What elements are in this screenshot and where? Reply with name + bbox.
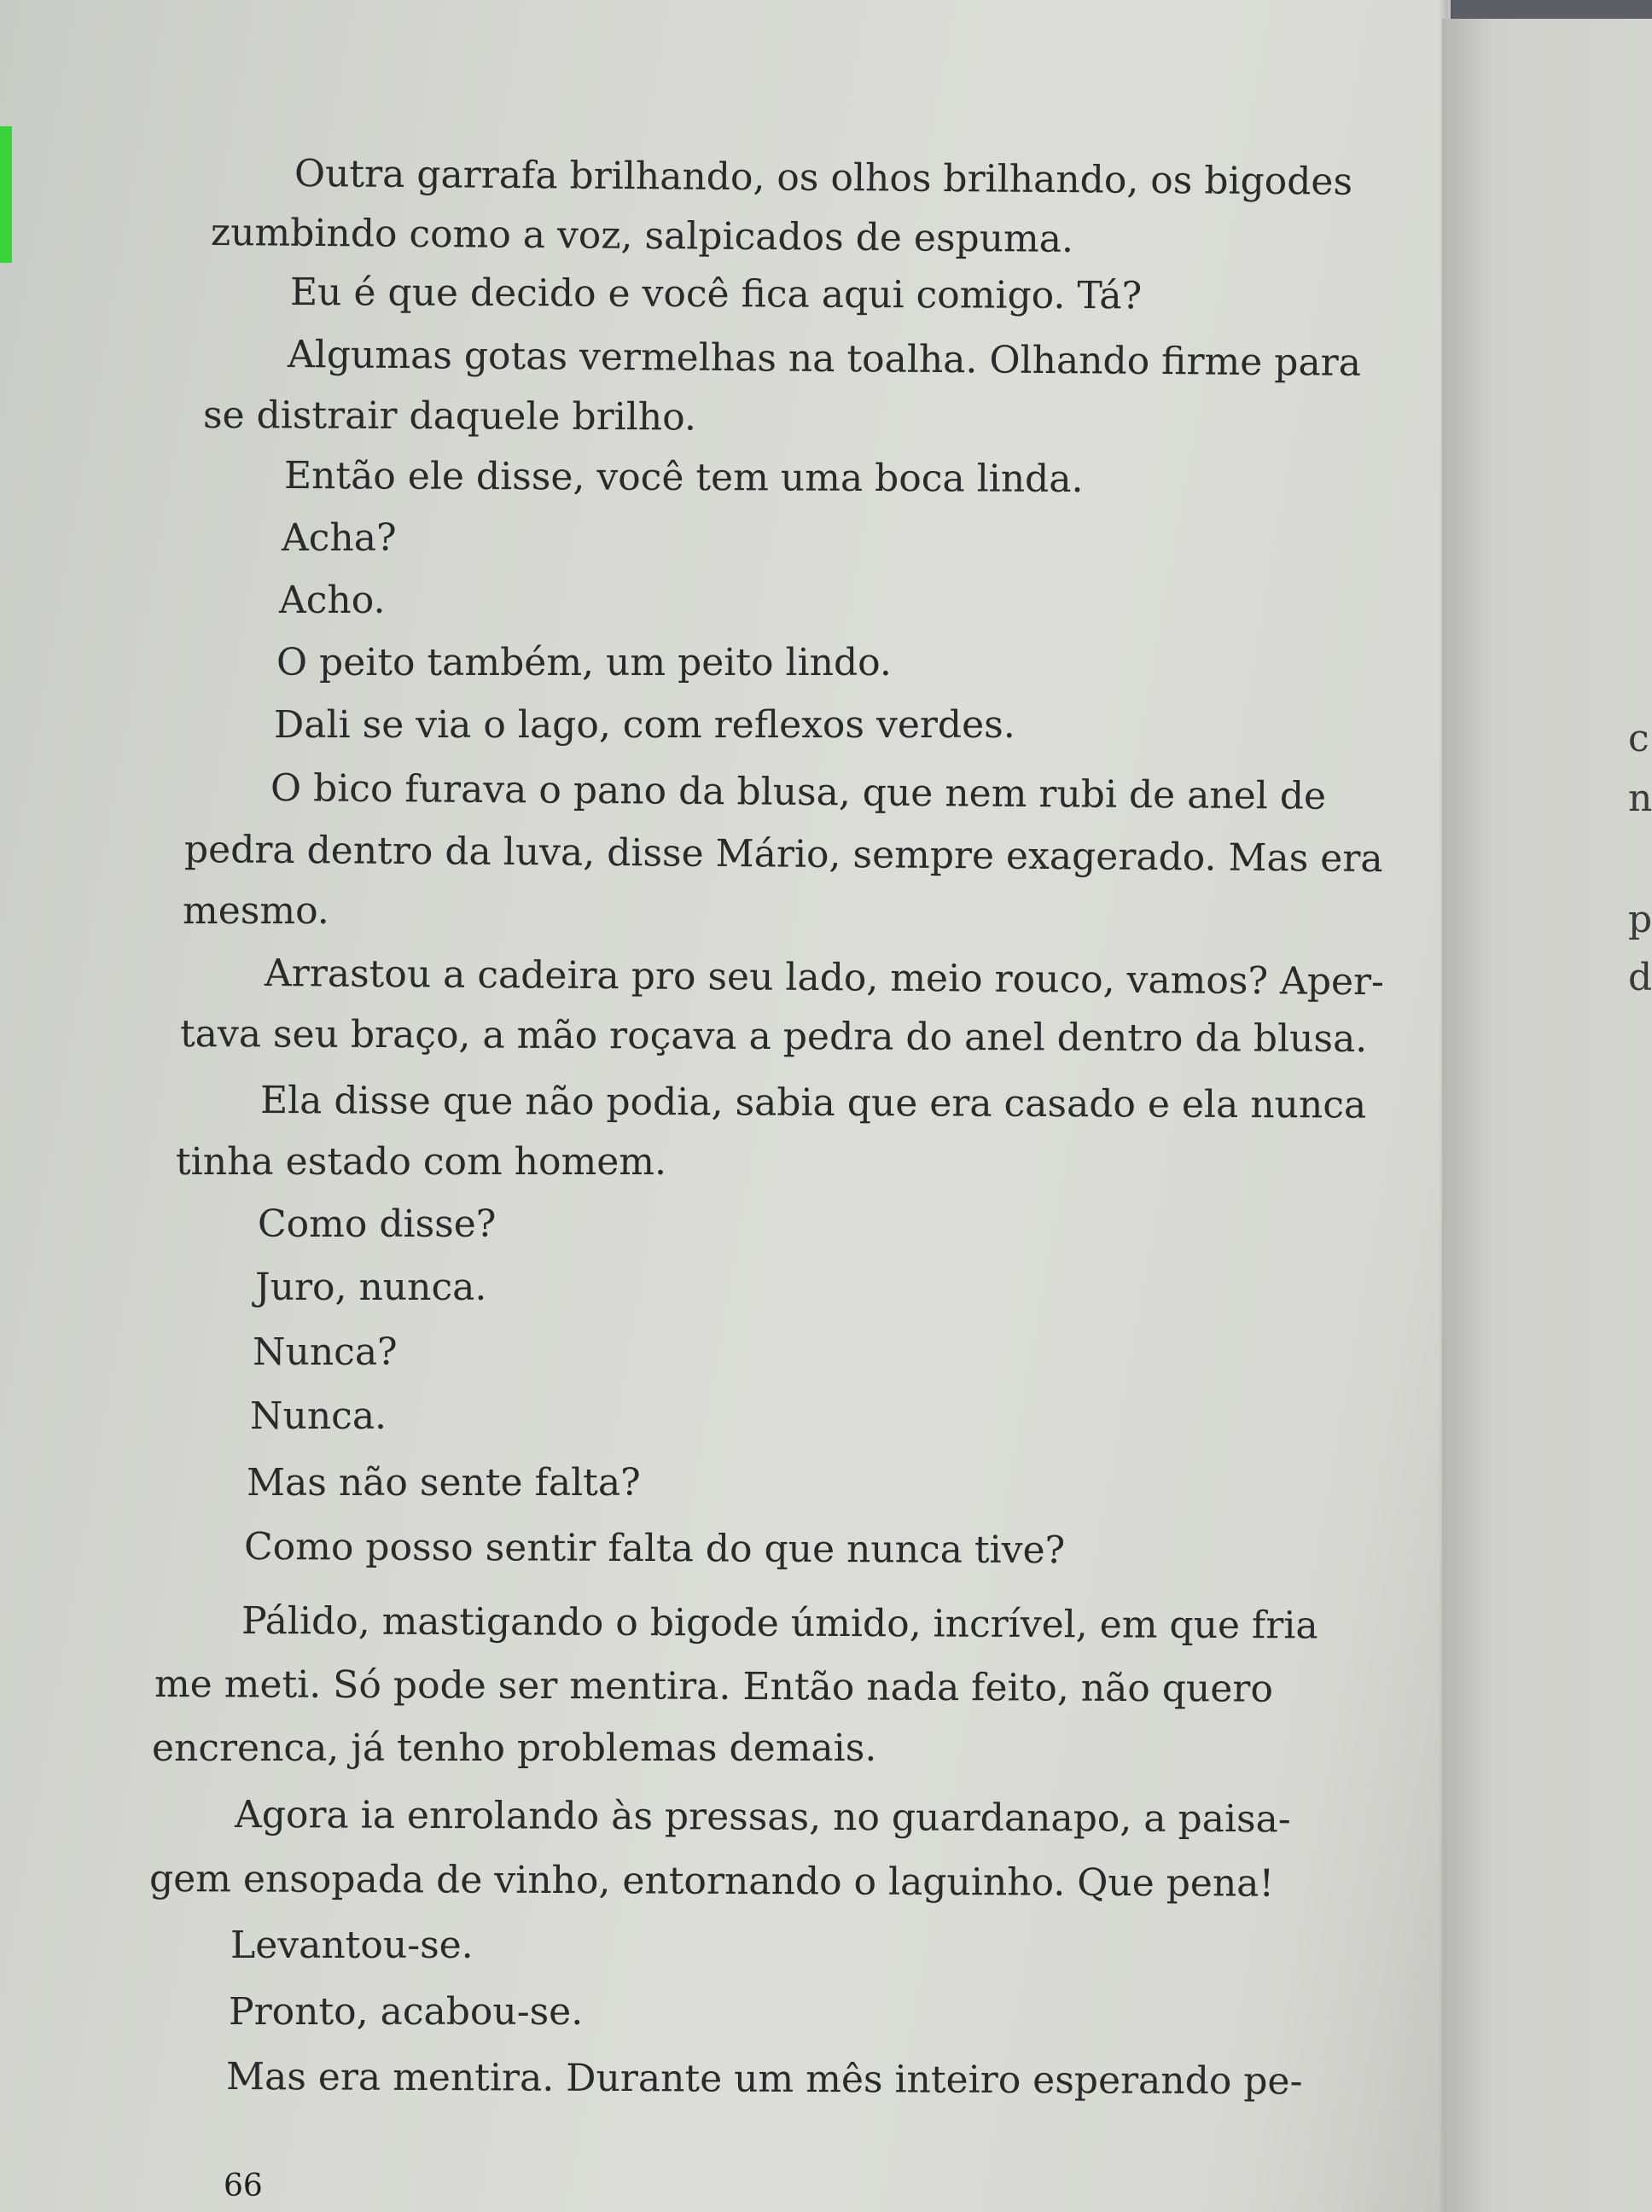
text-line-19: Juro, nunca.: [255, 1266, 487, 1309]
text-line-22: Mas não sente falta?: [247, 1461, 641, 1505]
text-line-28: gem ensopada de vinho, entornando o laguinho. Que pena!: [148, 1857, 1275, 1906]
text-line-9: O peito também, um peito lindo.: [276, 641, 892, 684]
text-line-30: Pronto, acabou-se.: [229, 1990, 584, 2034]
text-line-18: Como disse?: [258, 1202, 497, 1246]
text-line-27: Agora ia enrolando às pressas, no guardanapo, a paisa-: [234, 1793, 1291, 1842]
text-line-24: Pálido, mastigando o bigode úmido, incrível, em que fria: [241, 1599, 1318, 1648]
green-sticky-tab: [0, 126, 12, 263]
text-line-12: pedra dentro da luva, disse Mário, sempre exagerado. Mas era: [183, 828, 1383, 882]
text-line-31: Mas era mentira. Durante um mês inteiro esperando pe-: [225, 2055, 1303, 2104]
page-number: 66: [224, 2168, 263, 2203]
text-line-3: Eu é que decido e você fica aqui comigo. Tá?: [289, 271, 1143, 318]
text-line-14: Arrastou a cadeira pro seu lado, meio rouco, vamos? Aper-: [264, 952, 1385, 1004]
text-line-29: Levantou-se.: [230, 1924, 474, 1967]
text-line-5: se distrair daquele brilho.: [202, 393, 696, 439]
text-line-7: Acha?: [282, 516, 397, 560]
text-line-6: Então ele disse, você tem uma boca linda.: [283, 454, 1084, 502]
facing-page-edge-letter-2: n: [1628, 777, 1652, 820]
text-line-21: Nunca.: [250, 1394, 387, 1438]
text-line-13: mesmo.: [183, 889, 329, 933]
facing-page-edge-letter-4: d: [1628, 956, 1652, 999]
text-line-8: Acho.: [279, 579, 386, 622]
text-line-17: tinha estado com homem.: [176, 1140, 666, 1184]
text-line-15: tava seu braço, a mão roçava a pedra do anel dentro da blusa.: [179, 1012, 1368, 1062]
text-line-26: encrenca, já tenho problemas demais.: [152, 1726, 877, 1770]
text-line-20: Nunca?: [253, 1330, 398, 1374]
facing-book-page: [1442, 19, 1652, 2212]
facing-page-edge-letter-3: p: [1628, 898, 1652, 941]
text-line-25: me meti. Só pode ser mentira. Então nada feito, não quero: [154, 1662, 1273, 1711]
text-line-11: O bico furava o pano da blusa, que nem rubi de anel de: [270, 766, 1327, 818]
text-line-4: Algumas gotas vermelhas na toalha. Olhando firme para: [287, 333, 1362, 385]
text-line-23: Como posso sentir falta do que nunca tive?: [243, 1525, 1066, 1573]
text-line-1: Outra garrafa brilhando, os olhos brilhando, os bigodes: [294, 152, 1353, 204]
text-line-10: Dali se via o lago, com reflexos verdes.: [274, 703, 1015, 747]
facing-page-edge-letter-1: c: [1628, 717, 1649, 760]
text-line-16: Ela disse que não podia, sabia que era casado e ela nunca: [259, 1079, 1367, 1127]
text-line-2: zumbindo como a voz, salpicados de espuma.: [210, 211, 1074, 261]
